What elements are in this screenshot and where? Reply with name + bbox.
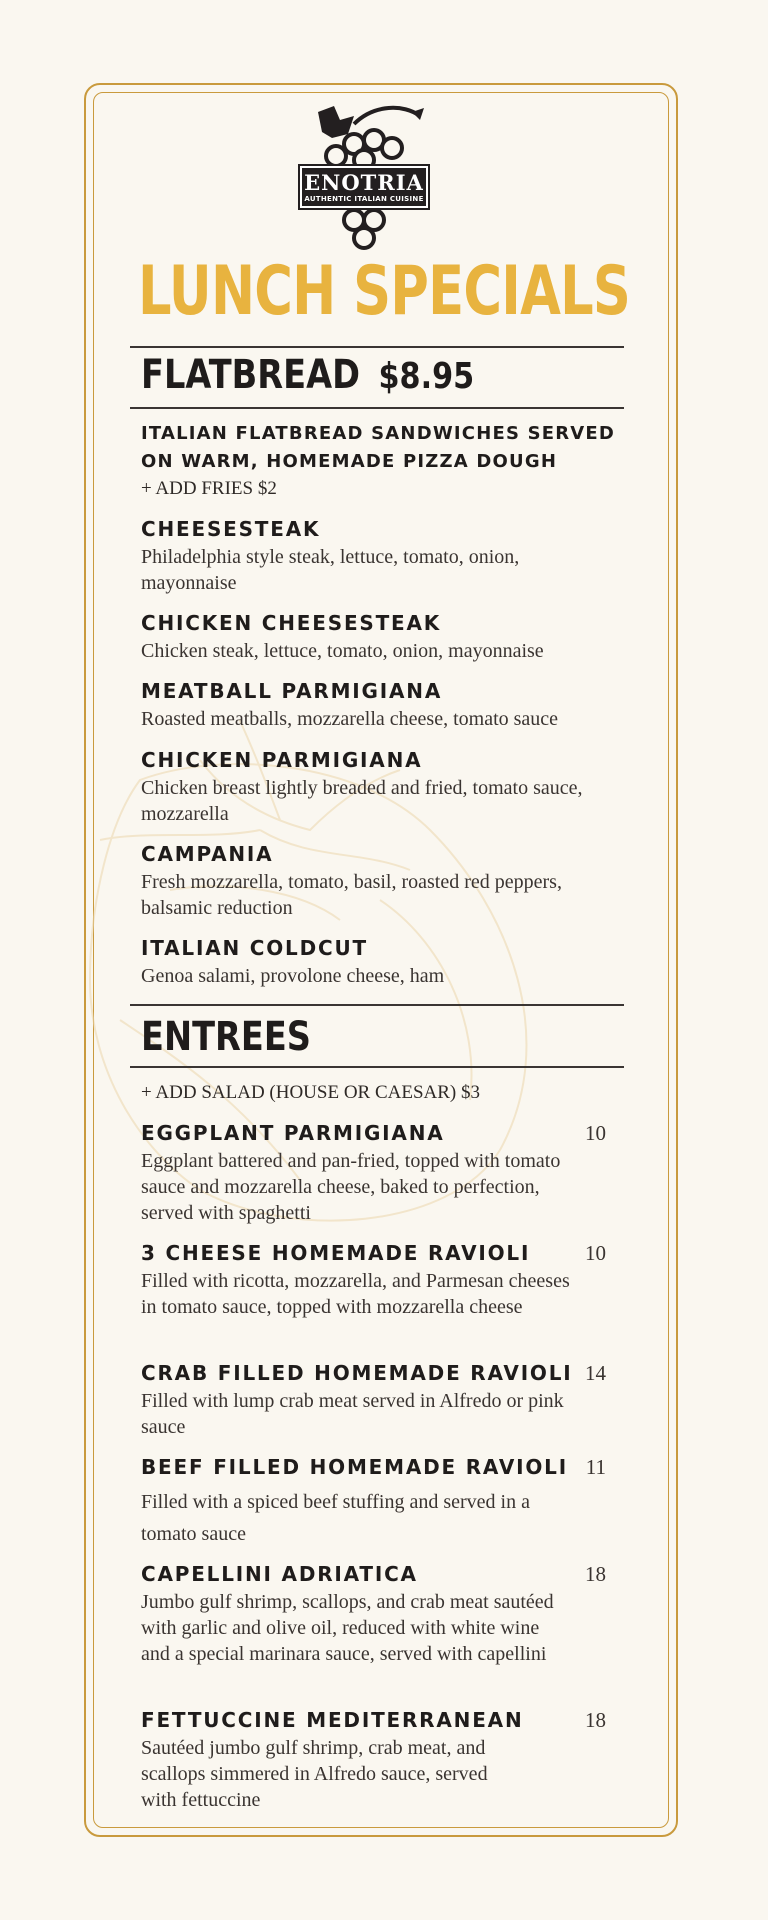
menu-item — [141, 841, 641, 921]
item-price: 11 — [585, 1455, 606, 1479]
section-heading-flatbread — [141, 352, 474, 400]
item-name: MEATBALL PARMIGIANA — [141, 679, 443, 703]
flatbread-intro-line: ON WARM, HOMEMADE PIZZA DOUGH — [141, 451, 558, 472]
flatbread-price: $8.95 — [378, 356, 475, 397]
divider — [130, 1004, 624, 1006]
menu-item — [141, 1707, 641, 1813]
entrees-addon: + ADD SALAD (HOUSE OR CAESAR) $3 — [141, 1082, 481, 1103]
item-description: Filled with lump crab meat served in Alfredo or pink sauce — [141, 1390, 564, 1438]
logo-nameplate — [300, 166, 428, 208]
item-name: CHICKEN PARMIGIANA — [141, 748, 423, 772]
item-description: Sautéed jumbo gulf shrimp, crab meat, and scallops simmered in Alfredo sauce, served with fettuccine — [141, 1737, 488, 1811]
item-name: BEEF FILLED HOMEMADE RAVIOLI — [141, 1455, 568, 1479]
item-description: Filled with ricotta, mozzarella, and Parmesan cheeses in tomato sauce, topped with mozzarella cheese — [141, 1270, 570, 1318]
menu-item — [141, 1454, 641, 1550]
menu-item — [141, 747, 641, 827]
item-description: Roasted meatballs, mozzarella cheese, tomato sauce — [141, 708, 559, 730]
item-description: Eggplant battered and pan-fried, topped with tomato sauce and mozzarella cheese, baked to perfection, served with spaghetti — [141, 1150, 561, 1224]
item-price: 10 — [585, 1241, 606, 1265]
page-title: LUNCH SPECIALS — [138, 252, 631, 331]
divider — [130, 1066, 624, 1068]
item-name: CAPELLINI ADRIATICA — [141, 1562, 418, 1586]
menu-item — [141, 1240, 641, 1320]
logo-name: ENOTRIA — [304, 170, 424, 195]
item-description: Chicken steak, lettuce, tomato, onion, mayonnaise — [141, 640, 544, 662]
menu-item — [141, 1120, 641, 1226]
logo-tagline: AUTHENTIC ITALIAN CUISINE — [304, 195, 424, 203]
menu-item — [141, 1561, 641, 1667]
item-description: Jumbo gulf shrimp, scallops, and crab meat sautéed with garlic and olive oil, reduced with white wine and a special marinara sauce, served with capellini — [141, 1591, 554, 1665]
item-description: Chicken breast lightly breaded and fried, tomato sauce, mozzarella — [141, 777, 583, 825]
item-price: 10 — [585, 1121, 606, 1145]
flatbread-heading: FLATBREAD — [141, 352, 361, 398]
item-price: 18 — [585, 1562, 606, 1586]
menu-item — [141, 516, 641, 596]
flatbread-addon: + ADD FRIES $2 — [141, 478, 277, 499]
item-description: Philadelphia style steak, lettuce, tomato, onion, mayonnaise — [141, 546, 520, 594]
menu-item — [141, 935, 641, 989]
item-name: CHICKEN CHEESESTEAK — [141, 611, 442, 635]
flatbread-intro — [141, 420, 621, 476]
menu-item — [141, 678, 641, 732]
item-name: CAMPANIA — [141, 842, 274, 866]
item-name: FETTUCCINE MEDITERRANEAN — [141, 1708, 524, 1732]
item-price: 18 — [585, 1708, 606, 1732]
item-name: CRAB FILLED HOMEMADE RAVIOLI — [141, 1361, 573, 1385]
divider — [130, 407, 624, 409]
item-price: 14 — [585, 1361, 606, 1385]
flatbread-intro-line: ITALIAN FLATBREAD SANDWICHES SERVED — [141, 423, 616, 444]
section-heading-entrees: ENTREES — [141, 1014, 311, 1060]
item-description: Genoa salami, provolone cheese, ham — [141, 965, 445, 987]
item-description: Fresh mozzarella, tomato, basil, roasted red peppers, balsamic reduction — [141, 871, 562, 919]
item-name: 3 CHEESE HOMEMADE RAVIOLI — [141, 1241, 531, 1265]
menu-item — [141, 610, 641, 664]
restaurant-logo — [294, 104, 434, 254]
menu-item — [141, 1360, 641, 1440]
item-name: CHEESESTEAK — [141, 517, 321, 541]
item-description: Filled with a spiced beef stuffing and served in a tomato sauce — [141, 1491, 530, 1545]
item-name: EGGPLANT PARMIGIANA — [141, 1121, 445, 1145]
item-name: ITALIAN COLDCUT — [141, 936, 368, 960]
divider — [130, 346, 624, 348]
